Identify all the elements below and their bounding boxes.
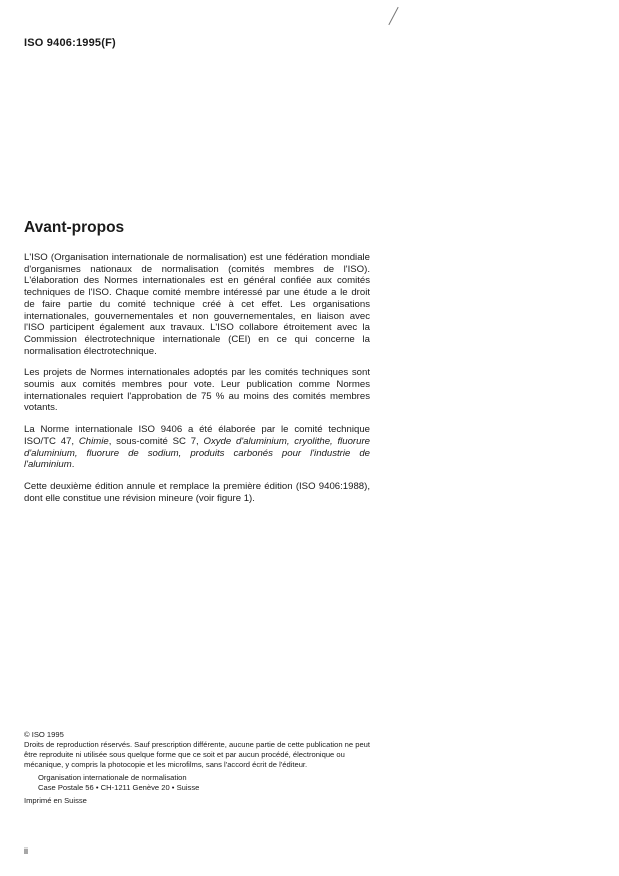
paragraph-committee — [24, 424, 370, 471]
copyright-block — [24, 730, 370, 806]
page-title: Avant-propos — [24, 219, 125, 236]
standard-reference: ISO 9406:1995(F) — [24, 37, 116, 49]
committee-name: Chimie — [78, 435, 109, 447]
rights-statement: Droits de reproduction réservés. Sauf prescription différente, aucune partie de cette publication ne peut être reproduite ni utilisée sous quelque forme que ce soit et par aucun procédé, électronique ou mécanique, y compris la photocopie et les microfilms, sans l'accord écrit de l'éditeur. — [24, 740, 371, 769]
committee-text-3: . — [71, 459, 75, 471]
paragraph-draft-standards: Les projets de Normes internationales adoptés par les comités techniques sont soumis aux comités membres pour vote. Leur publication comme Normes internationales requiert l'approbation de 75 % au moins des comités membres votants. — [24, 367, 370, 414]
copyright-notice: © ISO 1995 — [24, 730, 64, 739]
paragraph-iso-intro: L'ISO (Organisation internationale de normalisation) est une fédération mondiale d'organismes nationaux de normalisation (comités membres de l'ISO). L'élaboration des Normes internationales est en général confiée aux comités techniques de l'ISO. Chaque comité membre intéressé par une étude a le droit de faire partie du comité technique créé à cet effet. Les organisations internationales, gouvernementales et non gouvernementales, en liaison avec l'ISO participent également aux travaux. L'ISO collabore étroitement avec la Commission électrotechnique internationale (CEI) en ce qui concerne la normalisation électrotechnique. — [24, 252, 370, 357]
foreword-body — [24, 252, 370, 514]
page-number: ii — [24, 846, 28, 856]
organisation-name: Organisation internationale de normalisation — [38, 773, 187, 782]
scan-mark — [388, 7, 398, 25]
printed-in: Imprimé en Suisse — [24, 796, 87, 805]
organisation-address: Case Postale 56 • CH-1211 Genève 20 • Suisse — [38, 783, 200, 792]
committee-text-1: La Norme internationale ISO 9406 a été élaborée par le comité technique ISO/TC 47, — [24, 424, 370, 447]
subcommittee-name: Oxyde d'aluminium, cryolithe, fluorure d'aluminium, fluorure de sodium, produits carbonés pour l'industrie de l'aluminium — [24, 435, 370, 471]
paragraph-edition: Cette deuxième édition annule et remplace la première édition (ISO 9406:1988), dont elle constitue une révision mineure (voir figure 1). — [24, 480, 370, 504]
committee-text-2: , sous-comité SC 7, — [108, 435, 204, 447]
